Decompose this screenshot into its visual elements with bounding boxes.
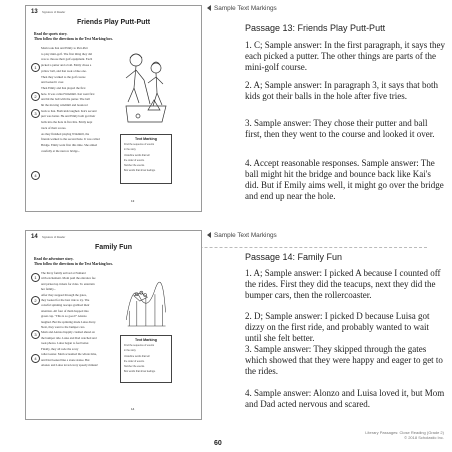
passage-instructions: Read the sports story. Then follow the directions in the Text Marking box. <box>34 32 113 41</box>
passage-title: Family Fun <box>95 244 132 251</box>
passage-number: 14 <box>31 234 38 240</box>
mini-golf-illustration <box>118 46 173 128</box>
passage-title: Friends Play Putt-Putt <box>76 19 151 26</box>
text-marking-box: Text Marking Find the sequence of events in the story. Underline words that tell the order of events. Number the events. Box words that show feelings. <box>120 134 172 184</box>
triangle-pointer-icon <box>207 5 211 11</box>
passage-14-answer-2: 2. D; Sample answer: I picked D because Luisa got dizzy on the first ride, and probably wanted to wait until she felt better. <box>245 311 430 343</box>
passage-13-page-thumbnail <box>25 5 202 212</box>
passage-instructions: Read the adventure story. Then follow the directions in the Text Marking box. <box>34 257 113 266</box>
paragraph-number: 2 <box>31 92 40 101</box>
paragraph-number: 4 <box>31 354 40 363</box>
paragraph-number: 4 <box>31 171 40 180</box>
passage-14-answer-4: 4. Sample answer: Alonzo and Luisa loved it, but Mom and Dad acted nervous and scared. <box>245 388 445 409</box>
passage-number-label: Signature of Reader <box>42 11 66 14</box>
thumbnail-page-number: 14 <box>131 407 135 411</box>
passage-13-heading: Passage 13: Friends Play Putt-Putt <box>245 23 386 33</box>
passage-14-answer-1: 1. A; Sample answer: I picked A because I counted off the rides. First they did the teacups, next they did the bumper cars, then the rollercoaster. <box>245 268 441 300</box>
triangle-pointer-icon <box>207 232 211 238</box>
copyright-footer: Literary Passages: Close Reading (Grade 2) © 2018 Scholastic Inc. <box>365 430 444 440</box>
passage-number: 13 <box>31 9 38 15</box>
passage-13-answer-4: 4. Accept reasonable responses. Sample answer: The ball might hit the bridge and bounce back like Kai's did. But if Emily aims well, it might go over the bridge and end up near the hole. <box>245 158 444 201</box>
passage-13-answer-2: 2. A; Sample answer: In paragraph 3, it says that both kids got their balls in the hole after five tries. <box>245 80 438 101</box>
paragraph-number: 1 <box>31 63 40 72</box>
passage-14-heading: Passage 14: Family Fun <box>245 252 343 262</box>
passage-text: The Perry family arrived at Funland with excitement. Mom paid the entrance fee and picked up tickets for rides. To entertain her family... After they stepped through the gates, they looked for the best ride to try. The colorful spinning teacups grabbed their attention. All four of them hopped into green cup. "This is so good!" Alonzo laughed. But the spinning made Luisa dizzy. Next, they went to the bumper cars. Mom and Alonzo happily crashed ahead on the bumper ride. Luisa and Dad watched and took photos. Luisa began to feel better. Finally, they all rode the scary rollercoaster. Mom screamed the whole time, and Dad looked like a stone statue. But Alonzo and Luisa loved every speedy minute! <box>41 271 99 367</box>
sample-text-markings-tab: Sample Text Markings <box>207 232 277 239</box>
text-marking-box: Text Marking Find the sequence of events in the story. Underline words that tell the order of events. Number the events. Box words that show feelings. <box>120 335 172 383</box>
paragraph-number: 3 <box>31 109 40 118</box>
passage-13-answer-1: 1. C; Sample answer: In the first paragraph, it says they each picked a putter. The other things are parts of the mini-golf course. <box>245 40 445 72</box>
passage-14-answer-3: 3. Sample answer: They skipped through the gates which showed that they were happy and eager to get to the rides. <box>245 344 443 376</box>
passage-14-page-thumbnail <box>25 230 202 420</box>
page-number: 60 <box>214 440 222 447</box>
passage-text: Mom took Kai and Emily to Putt-Putt to play mini-golf. The first thing they did was to choose their golf equipment. Each picked a putter and a ball. Emily chose a yellow ball, and Kai took a blue one. Then they walked to the golf course and looked it over. Then Emily and Kai played the first hole. It was called Windmill. Kai went first and hit the ball with the putter. The ball hit the moving windmill and bounced back to Kai. Both kids laughed. Kai's second putt was better. He and Emily both got their balls into the hole in five hits. Emily kept track of their scores. As they finished playing Windmill, the friends walked to the second hole. It was called Bridge. Emily went first this time. She aimed carefully at the narrow bridge... <box>41 46 100 153</box>
paragraph-number: 1 <box>31 273 40 282</box>
passage-13-answer-3: 3. Sample answer: They chose their putter and ball first, then they went to the course and looked it over. <box>245 118 435 139</box>
thumbnail-page-number: 13 <box>131 199 135 203</box>
passage-number-label: Signature of Reader <box>42 236 66 239</box>
paragraph-number: 2 <box>31 296 40 305</box>
paragraph-number: 3 <box>31 330 40 339</box>
sample-text-markings-tab: Sample Text Markings <box>207 5 277 12</box>
amusement-park-illustration <box>118 267 173 329</box>
